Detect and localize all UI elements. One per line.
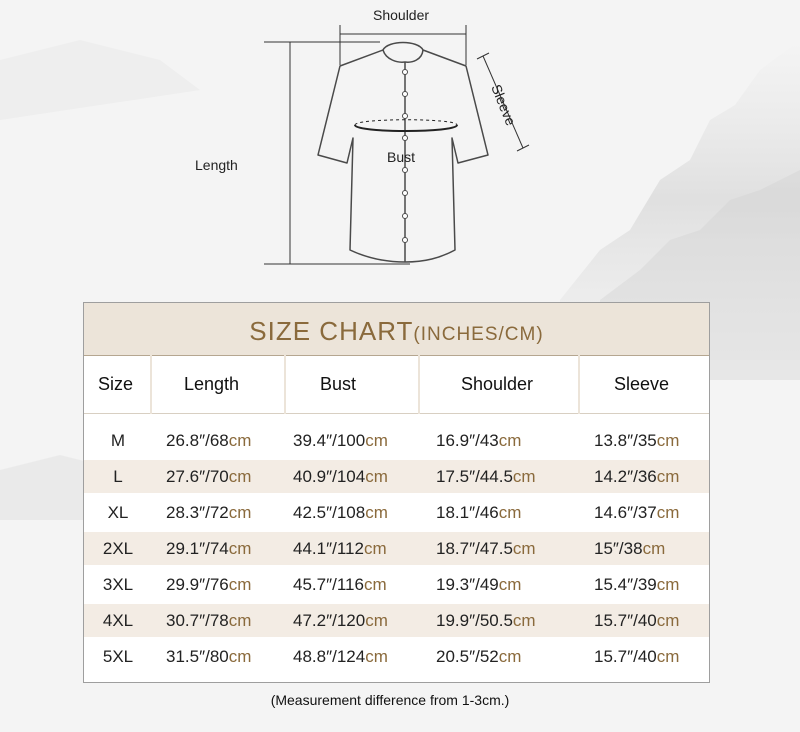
unit-label: cm xyxy=(498,431,522,450)
unit-label: cm xyxy=(656,467,680,486)
cell-shoulder xyxy=(436,532,536,565)
cell-shoulder xyxy=(436,496,521,529)
bust-dimension-line xyxy=(355,120,457,131)
cell-sleeve xyxy=(594,640,679,673)
cell-value: 20.5″/52 xyxy=(436,647,499,666)
shoulder-label: Shoulder xyxy=(373,7,430,23)
unit-label: cm xyxy=(365,647,388,666)
cell-size xyxy=(92,496,144,529)
unit-label: cm xyxy=(498,575,522,594)
cell-bust xyxy=(293,568,387,601)
unit-label: cm xyxy=(642,539,666,558)
cell-sleeve xyxy=(594,460,679,493)
header-bust: Bust xyxy=(320,374,357,394)
cell-value: 31.5″/80 xyxy=(166,647,229,666)
cell-value: 5XL xyxy=(102,647,134,666)
unit-label: cm xyxy=(228,647,252,666)
column-divider xyxy=(578,355,580,414)
measurement-note: (Measurement difference from 1-3cm.) xyxy=(270,692,510,708)
cell-value: 40.9″/104 xyxy=(293,467,366,486)
unit-label: cm xyxy=(656,611,680,630)
cell-value: 27.6″/70 xyxy=(166,467,229,486)
cell-bust xyxy=(293,640,388,673)
cell-sleeve xyxy=(594,496,679,529)
unit-label: cm xyxy=(512,611,536,630)
cell-value: 16.9″/43 xyxy=(436,431,499,450)
unit-label: cm xyxy=(228,611,252,630)
unit-label: cm xyxy=(228,467,252,486)
cell-size xyxy=(92,604,144,637)
table-row xyxy=(84,532,709,565)
unit-label: cm xyxy=(363,539,387,558)
cell-value: 19.9″/50.5 xyxy=(436,611,513,630)
size-chart-table xyxy=(83,302,710,683)
cell-sleeve xyxy=(594,604,679,637)
cell-value: 13.8″/35 xyxy=(594,431,657,450)
table-row xyxy=(84,460,709,493)
table-row xyxy=(84,424,709,457)
unit-label: cm xyxy=(656,431,680,450)
cell-length xyxy=(166,460,251,493)
unit-label: cm xyxy=(498,503,522,522)
unit-label: cm xyxy=(228,539,252,558)
cell-sleeve xyxy=(594,532,665,565)
size-chart-title xyxy=(84,303,709,355)
cell-value: 30.7″/78 xyxy=(166,611,229,630)
header-length: Length xyxy=(184,374,240,394)
cell-value: 15.7″/40 xyxy=(594,647,657,666)
cell-value: 28.3″/72 xyxy=(166,503,229,522)
cell-value: 18.1″/46 xyxy=(436,503,499,522)
cell-size xyxy=(92,424,144,457)
cell-value: 18.7″/47.5 xyxy=(436,539,513,558)
cell-sleeve xyxy=(594,568,679,601)
unit-label: cm xyxy=(656,647,680,666)
cell-value: 47.2″/120 xyxy=(293,611,366,630)
column-divider xyxy=(150,355,152,414)
cell-value: 45.7″/116 xyxy=(293,575,364,594)
cell-value: 15″/38 xyxy=(594,539,643,558)
cell-value: 19.3″/49 xyxy=(436,575,499,594)
cell-value: 4XL xyxy=(102,611,134,630)
cell-value: 17.5″/44.5 xyxy=(436,467,513,486)
cell-value: XL xyxy=(107,503,129,522)
cell-bust xyxy=(293,460,388,493)
cell-length xyxy=(166,424,251,457)
cell-size xyxy=(92,532,144,565)
sleeve-label: Sleeve xyxy=(488,82,520,128)
cell-bust xyxy=(293,604,388,637)
table-row xyxy=(84,496,709,529)
cell-shoulder xyxy=(436,604,536,637)
bust-label: Bust xyxy=(387,149,416,165)
cell-value: 15.4″/39 xyxy=(594,575,657,594)
title-unit: (INCHES/CM) xyxy=(413,324,544,345)
cell-length xyxy=(166,640,251,673)
cell-value: 26.8″/68 xyxy=(166,431,229,450)
cell-value: 48.8″/124 xyxy=(293,647,366,666)
unit-label: cm xyxy=(365,431,388,450)
cell-shoulder xyxy=(436,640,521,673)
cell-value: 2XL xyxy=(102,539,134,558)
cell-value: 14.6″/37 xyxy=(594,503,657,522)
cell-size xyxy=(92,460,144,493)
cell-size xyxy=(92,640,144,673)
column-divider xyxy=(284,355,286,414)
length-label: Length xyxy=(195,157,238,173)
unit-label: cm xyxy=(512,539,536,558)
cell-value: 42.5″/108 xyxy=(293,503,366,522)
cell-value: 14.2″/36 xyxy=(594,467,657,486)
unit-label: cm xyxy=(512,467,536,486)
unit-label: cm xyxy=(365,611,388,630)
cell-shoulder xyxy=(436,424,521,457)
unit-label: cm xyxy=(228,431,252,450)
cell-value: 39.4″/100 xyxy=(293,431,366,450)
cell-length xyxy=(166,496,251,529)
shirt-diagram xyxy=(0,0,800,290)
cell-value: 15.7″/40 xyxy=(594,611,657,630)
table-row xyxy=(84,604,709,637)
cell-bust xyxy=(293,496,388,529)
table-row xyxy=(84,640,709,673)
unit-label: cm xyxy=(228,503,252,522)
title-main: SIZE CHART xyxy=(249,316,414,346)
unit-label: cm xyxy=(363,575,387,594)
cell-value: 29.1″/74 xyxy=(166,539,229,558)
column-divider xyxy=(418,355,420,414)
cell-value: 44.1″/112 xyxy=(293,539,364,558)
header-sleeve: Sleeve xyxy=(614,374,670,394)
unit-label: cm xyxy=(656,575,680,594)
cell-length xyxy=(166,532,251,565)
cell-value: 3XL xyxy=(102,575,134,594)
header-size: Size xyxy=(98,374,134,394)
cell-sleeve xyxy=(594,424,679,457)
cell-shoulder xyxy=(436,460,536,493)
unit-label: cm xyxy=(365,467,388,486)
cell-bust xyxy=(293,532,387,565)
unit-label: cm xyxy=(498,647,522,666)
cell-bust xyxy=(293,424,388,457)
cell-length xyxy=(166,604,251,637)
unit-label: cm xyxy=(656,503,680,522)
cell-length xyxy=(166,568,251,601)
cell-size xyxy=(92,568,144,601)
cell-value: 29.9″/76 xyxy=(166,575,229,594)
header-shoulder: Shoulder xyxy=(461,374,534,394)
table-row xyxy=(84,568,709,601)
cell-value: M xyxy=(110,431,126,450)
cell-value: L xyxy=(113,467,123,486)
unit-label: cm xyxy=(365,503,388,522)
cell-shoulder xyxy=(436,568,521,601)
unit-label: cm xyxy=(228,575,252,594)
